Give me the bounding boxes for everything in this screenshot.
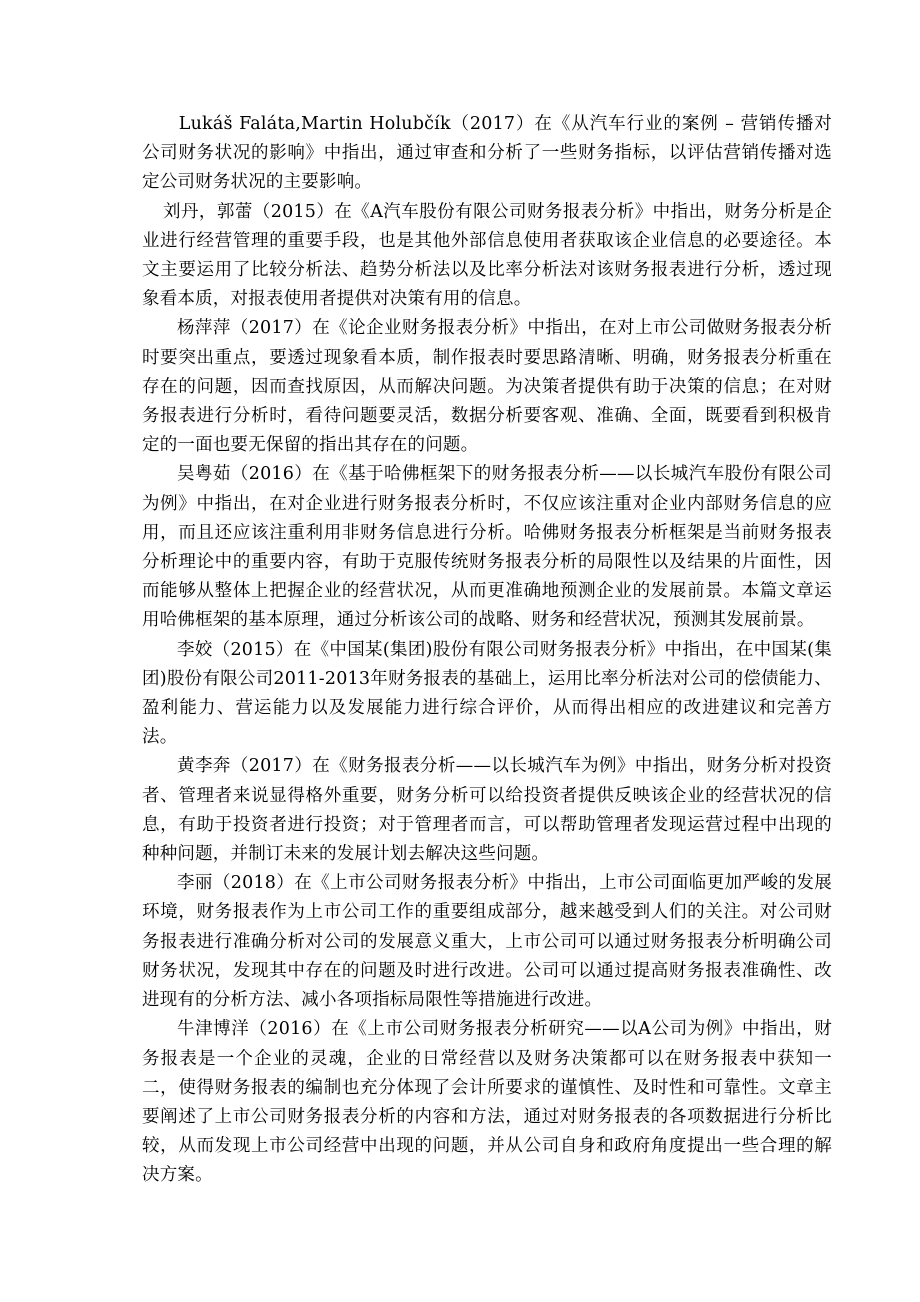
paragraph-yangpingping: 杨萍萍（2017）在《论企业财务报表分析》中指出，在对上市公司做财务报表分析时要突出重点，要透过现象看本质，制作报表时要思路清晰、明确，财务报表分析重在存在的问题，因而查找原因，从而解决问题。为决策者提供有助于决策的信息；在对财务报表进行分析时，看待问题要灵活，数据分析要客观、准确、全面，既要看到积极肯定的一面也要无保留的指出其存在的问题。 xyxy=(142,318,832,456)
document-page xyxy=(142,110,832,1191)
paragraph-niujinboyang: 牛津博洋（2016）在《上市公司财务报表分析研究——以A公司为例》中指出，财务报表是一个企业的灵魂，企业的日常经营以及财务决策都可以在财务报表中获知一二，使得财务报表的编制也充分体现了会计所要求的谨慎性、及时性和可靠性。文章主要阐述了上市公司财务报表分析的内容和方法，通过对财务报表的各项数据进行分析比较，从而发现上市公司经营中出现的问题，并从公司自身和政府角度提出一些合理的解决方案。 xyxy=(142,1019,832,1186)
paragraph-liudan: 刘丹，郭蕾（2015）在《A汽车股份有限公司财务报表分析》中指出，财务分析是企业进行经营管理的重要手段，也是其他外部信息使用者获取该企业信息的必要途径。本文主要运用了比较分析法、趋势分析法以及比率分析法对该财务报表进行分析，透过现象看本质，对报表使用者提供对决策有用的信息。 xyxy=(142,201,832,310)
paragraph-huangliben: 黄李奔（2017）在《财务报表分析——以长城汽车为例》中指出，财务分析对投资者、管理者来说显得格外重要，财务分析可以给投资者提供反映该企业的经营状况的信息，有助于投资者进行投资；对于管理者而言，可以帮助管理者发现运营过程中出现的种种问题，并制订未来的发展计划去解决这些问题。 xyxy=(142,756,832,865)
paragraph-lili: 李丽（2018）在《上市公司财务报表分析》中指出，上市公司面临更加严峻的发展环境，财务报表作为上市公司工作的重要组成部分，越来越受到人们的关注。对公司财务报表进行准确分析对公司的发展意义重大，上市公司可以通过财务报表分析明确公司财务状况，发现其中存在的问题及时进行改进。公司可以通过提高财务报表准确性、改进现有的分析方法、减小各项指标局限性等措施进行改进。 xyxy=(142,873,832,1011)
paragraph-wuyueru: 吴粤茹（2016）在《基于哈佛框架下的财务报表分析——以长城汽车股份有限公司为例》中指出，在对企业进行财务报表分析时，不仅应该注重对企业内部财务信息的应用，而且还应该注重利用非财务信息进行分析。哈佛财务报表分析框架是当前财务报表分析理论中的重要内容，有助于克服传统财务报表分析的局限性以及结果的片面性，因而能够从整体上把握企业的经营状况，从而更准确地预测企业的发展前景。本篇文章运用哈佛框架的基本原理，通过分析该公司的战略、财务和经营状况，预测其发展前景。 xyxy=(142,464,832,631)
paragraph-falata: Lukáš Faláta,Martin Holubčík（2017）在《从汽车行业的案例 – 营销传播对公司财务状况的影响》中指出，通过审查和分析了一些财务指标，以评估营销传播对选定公司财务状况的主要影响。 xyxy=(142,114,832,193)
paragraph-lijiao: 李姣（2015）在《中国某(集团)股份有限公司财务报表分析》中指出，在中国某(集团)股份有限公司2011-2013年财务报表的基础上，运用比率分析法对公司的偿债能力、盈利能力、营运能力以及发展能力进行综合评价，从而得出相应的改进建议和完善方法。 xyxy=(142,639,833,748)
